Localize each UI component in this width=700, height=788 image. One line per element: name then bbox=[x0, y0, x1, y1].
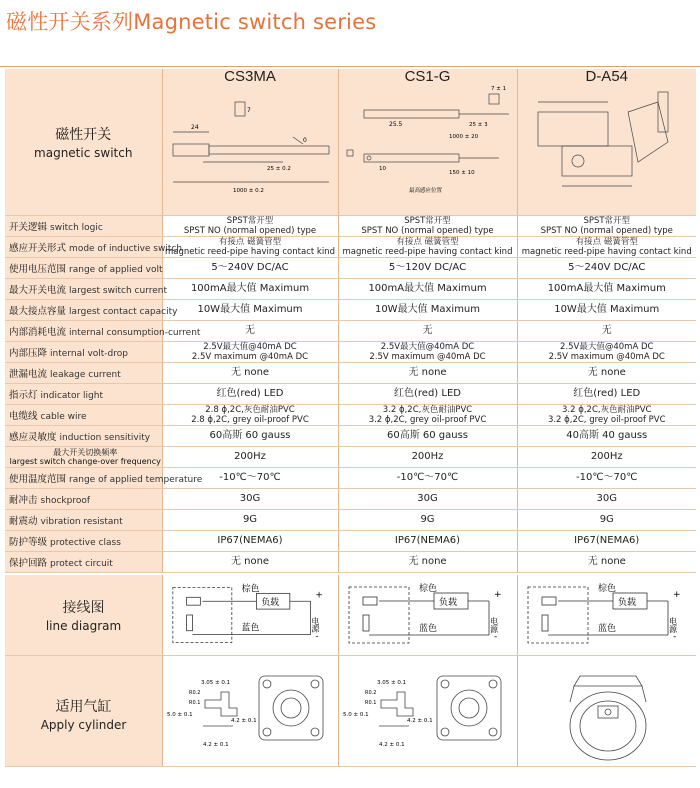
spec-value-line: magnetic reed-pipe having contact kind bbox=[521, 246, 692, 257]
spec-label-en: largest switch current bbox=[69, 285, 167, 296]
cyl2-dim-42a: 4.2 ± 0.1 bbox=[407, 718, 433, 724]
cyl-dim-42a: 4.2 ± 0.1 bbox=[231, 718, 257, 724]
spec-value bbox=[338, 551, 517, 572]
spec-value-line: 2.5V maximum @40mA DC bbox=[191, 351, 309, 362]
spec-label-en: indicator light bbox=[40, 390, 103, 401]
spec-value-line: IP67(NEMA6) bbox=[217, 535, 283, 546]
plus-sign: + bbox=[673, 590, 681, 600]
wire-blue: 蓝色 bbox=[419, 624, 438, 634]
spec-value-line: IP67(NEMA6) bbox=[394, 535, 461, 546]
spec-value-line: 9G bbox=[242, 514, 258, 525]
spec-label-en: switch logic bbox=[50, 222, 103, 233]
line-diagram-label bbox=[5, 575, 163, 655]
spec-value-line: SPST NO (normal opened) type bbox=[540, 225, 673, 236]
line-diagram-row bbox=[5, 575, 696, 656]
spec-label-zh: 感应灵敏度 bbox=[9, 431, 57, 443]
spec-value bbox=[162, 530, 338, 551]
spec-label-zh: 耐冲击 bbox=[9, 494, 38, 506]
spec-value-line: 无 none bbox=[230, 556, 270, 567]
spec-value-line: 60高斯 60 gauss bbox=[386, 430, 469, 441]
spec-value-line: 2.8 ϕ,2C, grey oil-proof PVC bbox=[191, 414, 309, 425]
spec-value-line: 有接点 磁簧管型 bbox=[218, 236, 282, 247]
wire-brown: 棕色 bbox=[241, 584, 260, 595]
header-label-cell bbox=[5, 69, 162, 215]
spec-label-zh: 开关逻辑 bbox=[9, 221, 48, 233]
spec-value-line: 200Hz bbox=[411, 451, 444, 462]
spec-value bbox=[162, 236, 338, 257]
spec-value bbox=[517, 320, 696, 341]
spec-value bbox=[338, 257, 517, 278]
product-name-da54: D-A54 bbox=[585, 68, 629, 85]
spec-label-zh: 泄漏电流 bbox=[9, 368, 48, 380]
header-row bbox=[5, 69, 696, 215]
minus-sign: - bbox=[673, 632, 677, 642]
spec-value-line: SPST常开型 bbox=[404, 215, 451, 226]
spec-value bbox=[338, 278, 517, 299]
spec-label-en: largest switch change-over frequency bbox=[9, 456, 161, 466]
spec-value bbox=[517, 215, 696, 236]
cyl-dim-50: 5.0 ± 0.1 bbox=[167, 712, 193, 718]
spec-value-line: 60高斯 60 gauss bbox=[209, 430, 291, 441]
spec-row bbox=[5, 257, 696, 278]
spec-value-line: SPST常开型 bbox=[226, 215, 274, 226]
spec-label-zh: 耐震动 bbox=[9, 515, 38, 527]
cylinder-cs1g-drawing bbox=[339, 656, 517, 766]
spec-row bbox=[5, 404, 696, 425]
product-cs1g-header bbox=[338, 69, 517, 215]
spec-value-line: 10W最大值 Maximum bbox=[374, 304, 481, 315]
spec-label-en: internal consumption-current bbox=[69, 327, 201, 338]
spec-value bbox=[338, 299, 517, 320]
spec-value bbox=[517, 509, 696, 530]
spec-value-line: 无 none bbox=[587, 367, 626, 378]
spec-value-line: SPST NO (normal opened) type bbox=[183, 225, 317, 236]
spec-label-zh: 最大接点容量 bbox=[9, 305, 67, 317]
dim-1000: 1000 ± 0.2 bbox=[232, 188, 264, 194]
spec-value bbox=[162, 404, 338, 425]
spec-value-line: 5～240V DC/AC bbox=[211, 262, 289, 273]
dim-25-5: 25.5 bbox=[388, 121, 402, 128]
spec-value bbox=[517, 257, 696, 278]
apply-cylinder-en: Apply cylinder bbox=[40, 718, 127, 732]
spec-label-en: protective class bbox=[50, 537, 121, 548]
spec-value bbox=[338, 425, 517, 446]
title-divider bbox=[0, 66, 700, 67]
dim-7: 7 bbox=[246, 107, 251, 114]
spec-value bbox=[162, 509, 338, 530]
header-label-zh: 磁性开关 bbox=[55, 126, 112, 143]
spec-label bbox=[5, 341, 162, 362]
spec-label bbox=[5, 488, 162, 509]
spec-label-en: cable wire bbox=[40, 411, 87, 422]
spec-row bbox=[5, 299, 696, 320]
spec-value bbox=[517, 467, 696, 488]
cyl2-dim-50: 5.0 ± 0.1 bbox=[343, 712, 369, 718]
spec-label bbox=[5, 236, 183, 257]
spec-row bbox=[5, 509, 696, 530]
spec-row bbox=[5, 467, 696, 488]
spec-value bbox=[162, 551, 338, 572]
spec-label-en: induction sensitivity bbox=[59, 432, 151, 443]
spec-value-line: 9G bbox=[599, 514, 614, 525]
spec-value-line: 30G bbox=[417, 493, 438, 504]
cyl-dim-r02: R0.2 bbox=[189, 690, 201, 696]
spec-label bbox=[5, 551, 162, 572]
cs1g-dimension-drawing bbox=[339, 82, 518, 200]
spec-value bbox=[338, 446, 517, 467]
spec-value-line: magnetic reed-pipe having contact kind bbox=[165, 246, 335, 257]
spec-row bbox=[5, 320, 696, 341]
spec-label-zh: 内部消耗电流 bbox=[9, 326, 67, 338]
spec-value bbox=[162, 341, 338, 362]
spec-value bbox=[517, 530, 696, 551]
apply-cylinder-zh: 适用气缸 bbox=[55, 699, 112, 715]
spec-label-en: protect circuit bbox=[50, 558, 113, 569]
spec-value bbox=[338, 341, 517, 362]
spec-value-line: 红色(red) LED bbox=[216, 388, 284, 399]
spec-value-line: 3.2 ϕ,2C,灰色耐油PVC bbox=[382, 404, 473, 415]
spec-value-line: 无 none bbox=[408, 556, 447, 567]
cylinder-da54 bbox=[518, 656, 696, 766]
spec-label-en: range of applied volt bbox=[69, 264, 163, 275]
power-label: 电源 bbox=[668, 617, 678, 633]
apply-cylinder-label bbox=[5, 656, 163, 766]
spec-value-line: 9G bbox=[420, 514, 435, 525]
spec-label-en: largest contact capacity bbox=[69, 306, 178, 317]
spec-value-line: 红色(red) LED bbox=[394, 388, 461, 399]
spec-value-line: 100mA最大值 Maximum bbox=[547, 283, 666, 294]
spec-value bbox=[517, 425, 696, 446]
spec-value bbox=[162, 425, 338, 446]
cyl-dim-42b: 4.2 ± 0.1 bbox=[203, 742, 229, 748]
spec-row bbox=[5, 425, 696, 446]
line-diagram-zh: 接线图 bbox=[62, 600, 105, 616]
spec-label-en: vibration resistant bbox=[40, 516, 123, 527]
spec-label-zh: 保护回路 bbox=[9, 557, 48, 569]
spec-value-line: 无 bbox=[422, 325, 433, 336]
dim-10: 10 bbox=[378, 166, 386, 172]
cyl2-dim-r01: R0.1 bbox=[365, 700, 377, 706]
spec-label-zh: 最大开关电流 bbox=[9, 284, 67, 296]
spec-value-line: SPST NO (normal opened) type bbox=[361, 225, 494, 236]
spec-value-line: 10W最大值 Maximum bbox=[554, 304, 660, 315]
cylinder-cs3ma bbox=[163, 656, 339, 766]
spec-label-zh: 使用温度范围 bbox=[9, 473, 67, 485]
spec-value bbox=[338, 362, 517, 383]
spec-value bbox=[338, 320, 517, 341]
spec-value bbox=[517, 446, 696, 467]
spec-value bbox=[162, 215, 338, 236]
spec-label bbox=[5, 383, 162, 404]
spec-label bbox=[5, 278, 167, 299]
load-label: 负载 bbox=[261, 598, 279, 609]
spec-label-en: shockproof bbox=[40, 495, 91, 506]
spec-value-line: 30G bbox=[239, 493, 261, 504]
product-name-cs3ma: CS3MA bbox=[224, 68, 276, 85]
spec-value-line: 无 none bbox=[408, 367, 447, 378]
spec-value-line: 10W最大值 Maximum bbox=[197, 304, 303, 315]
spec-value-line: 3.2 ϕ,2C, grey oil-proof PVC bbox=[547, 414, 666, 425]
line-diagram-en: line diagram bbox=[45, 619, 122, 633]
spec-table bbox=[5, 69, 696, 573]
spec-label-zh: 指示灯 bbox=[9, 389, 38, 401]
cyl2-dim-r02: R0.2 bbox=[365, 690, 377, 696]
load-label: 负载 bbox=[439, 598, 458, 608]
spec-row bbox=[5, 530, 696, 551]
spec-label bbox=[5, 257, 162, 278]
spec-label bbox=[5, 404, 162, 425]
product-cs3ma-header bbox=[162, 69, 338, 215]
spec-row bbox=[5, 362, 696, 383]
spec-value-line: 3.2 ϕ,2C,灰色耐油PVC bbox=[562, 404, 652, 415]
da54-dimension-drawing bbox=[518, 82, 697, 200]
spec-value bbox=[517, 404, 696, 425]
wiring-drawing bbox=[518, 575, 696, 655]
spec-label-en: range of applied temperature bbox=[69, 474, 203, 485]
spec-value bbox=[338, 467, 517, 488]
wiring-diagram bbox=[518, 575, 696, 655]
spec-value bbox=[162, 446, 338, 467]
spec-value-line: 3.2 ϕ,2C, grey oil-proof PVC bbox=[368, 414, 487, 425]
spec-label bbox=[5, 362, 162, 383]
spec-value-line: 200Hz bbox=[590, 451, 623, 462]
spec-value-line: 5～240V DC/AC bbox=[568, 262, 646, 273]
page-title: 磁性开关系列Magnetic switch series bbox=[6, 10, 377, 34]
spec-label bbox=[5, 299, 178, 320]
dim-24: 24 bbox=[190, 124, 199, 131]
spec-value bbox=[162, 299, 338, 320]
minus-sign: - bbox=[494, 632, 498, 642]
highest-sensing-position: 最高感应位置 bbox=[408, 188, 442, 194]
spec-value bbox=[517, 278, 696, 299]
product-da54-header bbox=[517, 69, 696, 215]
spec-row bbox=[5, 278, 696, 299]
spec-label-zh: 防护等级 bbox=[9, 536, 48, 548]
spec-value-line: IP67(NEMA6) bbox=[574, 535, 640, 546]
spec-value-line: -10℃～70℃ bbox=[219, 472, 281, 483]
spec-label bbox=[5, 215, 162, 236]
spec-value-line: 2.8 ϕ,2C,灰色耐油PVC bbox=[205, 404, 295, 415]
spec-row bbox=[5, 383, 696, 404]
spec-label-zh: 感应开关形式 bbox=[9, 242, 67, 254]
spec-label-en: leakage current bbox=[50, 369, 121, 380]
spec-label bbox=[5, 509, 162, 530]
spec-label bbox=[5, 530, 162, 551]
cyl-dim-r01: R0.1 bbox=[189, 700, 201, 706]
spec-row bbox=[5, 341, 696, 362]
spec-value bbox=[162, 362, 338, 383]
spec-value-line: 5～120V DC/AC bbox=[388, 262, 467, 273]
spec-value-line: -10℃～70℃ bbox=[575, 472, 638, 483]
cylinder-da54-drawing bbox=[518, 656, 696, 766]
product-name-cs1g: CS1-G bbox=[404, 68, 451, 85]
wire-blue: 蓝色 bbox=[241, 623, 260, 634]
spec-value bbox=[517, 383, 696, 404]
spec-value bbox=[517, 299, 696, 320]
spec-row bbox=[5, 488, 696, 509]
header-label-en: magnetic switch bbox=[34, 145, 133, 160]
spec-label-zh: 最大开关切换频率 bbox=[53, 447, 118, 457]
wiring-diagram bbox=[339, 575, 518, 655]
spec-label bbox=[5, 425, 162, 446]
spec-value bbox=[517, 488, 696, 509]
spec-value-line: 40高斯 40 gauss bbox=[566, 430, 648, 441]
spec-value-line: 无 none bbox=[587, 556, 626, 567]
wire-blue: 蓝色 bbox=[598, 624, 617, 634]
spec-value-line: -10℃～70℃ bbox=[396, 472, 459, 483]
spec-value bbox=[162, 278, 338, 299]
plus-sign: + bbox=[315, 590, 323, 601]
spec-value bbox=[162, 488, 338, 509]
dim-150: 150 ± 10 bbox=[448, 170, 475, 176]
spec-value-line: 有接点 磁簧管型 bbox=[396, 236, 459, 247]
spec-value bbox=[162, 383, 338, 404]
spec-value-line: 2.5V最大值@40mA DC bbox=[560, 341, 654, 352]
spec-value-line: 100mA最大值 Maximum bbox=[368, 283, 487, 294]
spec-value-line: 200Hz bbox=[234, 451, 266, 462]
spec-label bbox=[5, 467, 203, 488]
spec-value-line: 无 bbox=[601, 325, 612, 336]
cyl2-dim-42b: 4.2 ± 0.1 bbox=[379, 742, 405, 748]
wiring-drawing bbox=[339, 575, 517, 655]
spec-value-line: SPST常开型 bbox=[583, 215, 631, 226]
power-label: 电源 bbox=[489, 617, 499, 633]
spec-value bbox=[338, 383, 517, 404]
spec-label-zh: 使用电压范围 bbox=[9, 263, 67, 275]
spec-value bbox=[338, 236, 517, 257]
cs3ma-dimension-drawing bbox=[163, 82, 339, 200]
spec-value-line: 无 bbox=[245, 325, 255, 336]
wire-brown: 棕色 bbox=[598, 584, 617, 594]
spec-value bbox=[517, 362, 696, 383]
spec-value-line: 30G bbox=[596, 493, 617, 504]
cylinder-cs3ma-drawing bbox=[163, 656, 338, 766]
spec-value-line: 无 none bbox=[230, 367, 270, 378]
spec-value bbox=[338, 509, 517, 530]
dim-25: 25 ± 0.2 bbox=[266, 166, 291, 172]
cyl-dim-305: 3.05 ± 0.1 bbox=[201, 680, 231, 686]
spec-label bbox=[5, 446, 162, 467]
apply-cylinder-row bbox=[5, 656, 696, 767]
spec-value bbox=[517, 551, 696, 572]
dim-1000pm20: 1000 ± 20 bbox=[448, 134, 478, 140]
wiring-drawing bbox=[163, 575, 338, 655]
spec-value-line: magnetic reed-pipe having contact kind bbox=[342, 246, 513, 257]
dim-25pm3: 25 ± 3 bbox=[468, 122, 488, 128]
spec-value bbox=[338, 404, 517, 425]
spec-label-zh: 电缆线 bbox=[9, 410, 38, 422]
spec-value bbox=[338, 215, 517, 236]
wiring-diagram bbox=[163, 575, 339, 655]
spec-label bbox=[5, 320, 201, 341]
spec-row bbox=[5, 446, 696, 467]
spec-row bbox=[5, 551, 696, 572]
minus-sign: - bbox=[315, 631, 319, 642]
spec-value-line: 有接点 磁簧管型 bbox=[575, 236, 638, 247]
spec-value-line: 红色(red) LED bbox=[573, 388, 641, 399]
cyl2-dim-305: 3.05 ± 0.1 bbox=[377, 680, 407, 686]
spec-label-zh: 内部压降 bbox=[9, 347, 48, 359]
dim-7pm1: 7 ± 1 bbox=[490, 86, 506, 92]
spec-value bbox=[517, 341, 696, 362]
cylinder-cs1g bbox=[339, 656, 518, 766]
spec-row bbox=[5, 215, 696, 236]
spec-label-en: mode of inductive switch bbox=[69, 243, 183, 254]
power-label: 电源 bbox=[310, 616, 320, 633]
spec-value bbox=[338, 488, 517, 509]
spec-value-line: 2.5V maximum @40mA DC bbox=[369, 351, 486, 362]
wire-brown: 棕色 bbox=[419, 584, 438, 594]
spec-value-line: 100mA最大值 Maximum bbox=[190, 283, 310, 294]
plus-sign: + bbox=[494, 590, 502, 600]
dim-0: 0 bbox=[302, 137, 307, 144]
spec-value bbox=[517, 236, 696, 257]
spec-label-en: internal volt-drop bbox=[50, 348, 128, 359]
spec-value-line: 2.5V最大值@40mA DC bbox=[380, 341, 475, 352]
spec-value bbox=[162, 257, 338, 278]
load-label: 负载 bbox=[618, 598, 637, 608]
spec-value-line: 2.5V最大值@40mA DC bbox=[203, 341, 297, 352]
spec-value bbox=[338, 530, 517, 551]
spec-value-line: 2.5V maximum @40mA DC bbox=[548, 351, 665, 362]
spec-row bbox=[5, 236, 696, 257]
